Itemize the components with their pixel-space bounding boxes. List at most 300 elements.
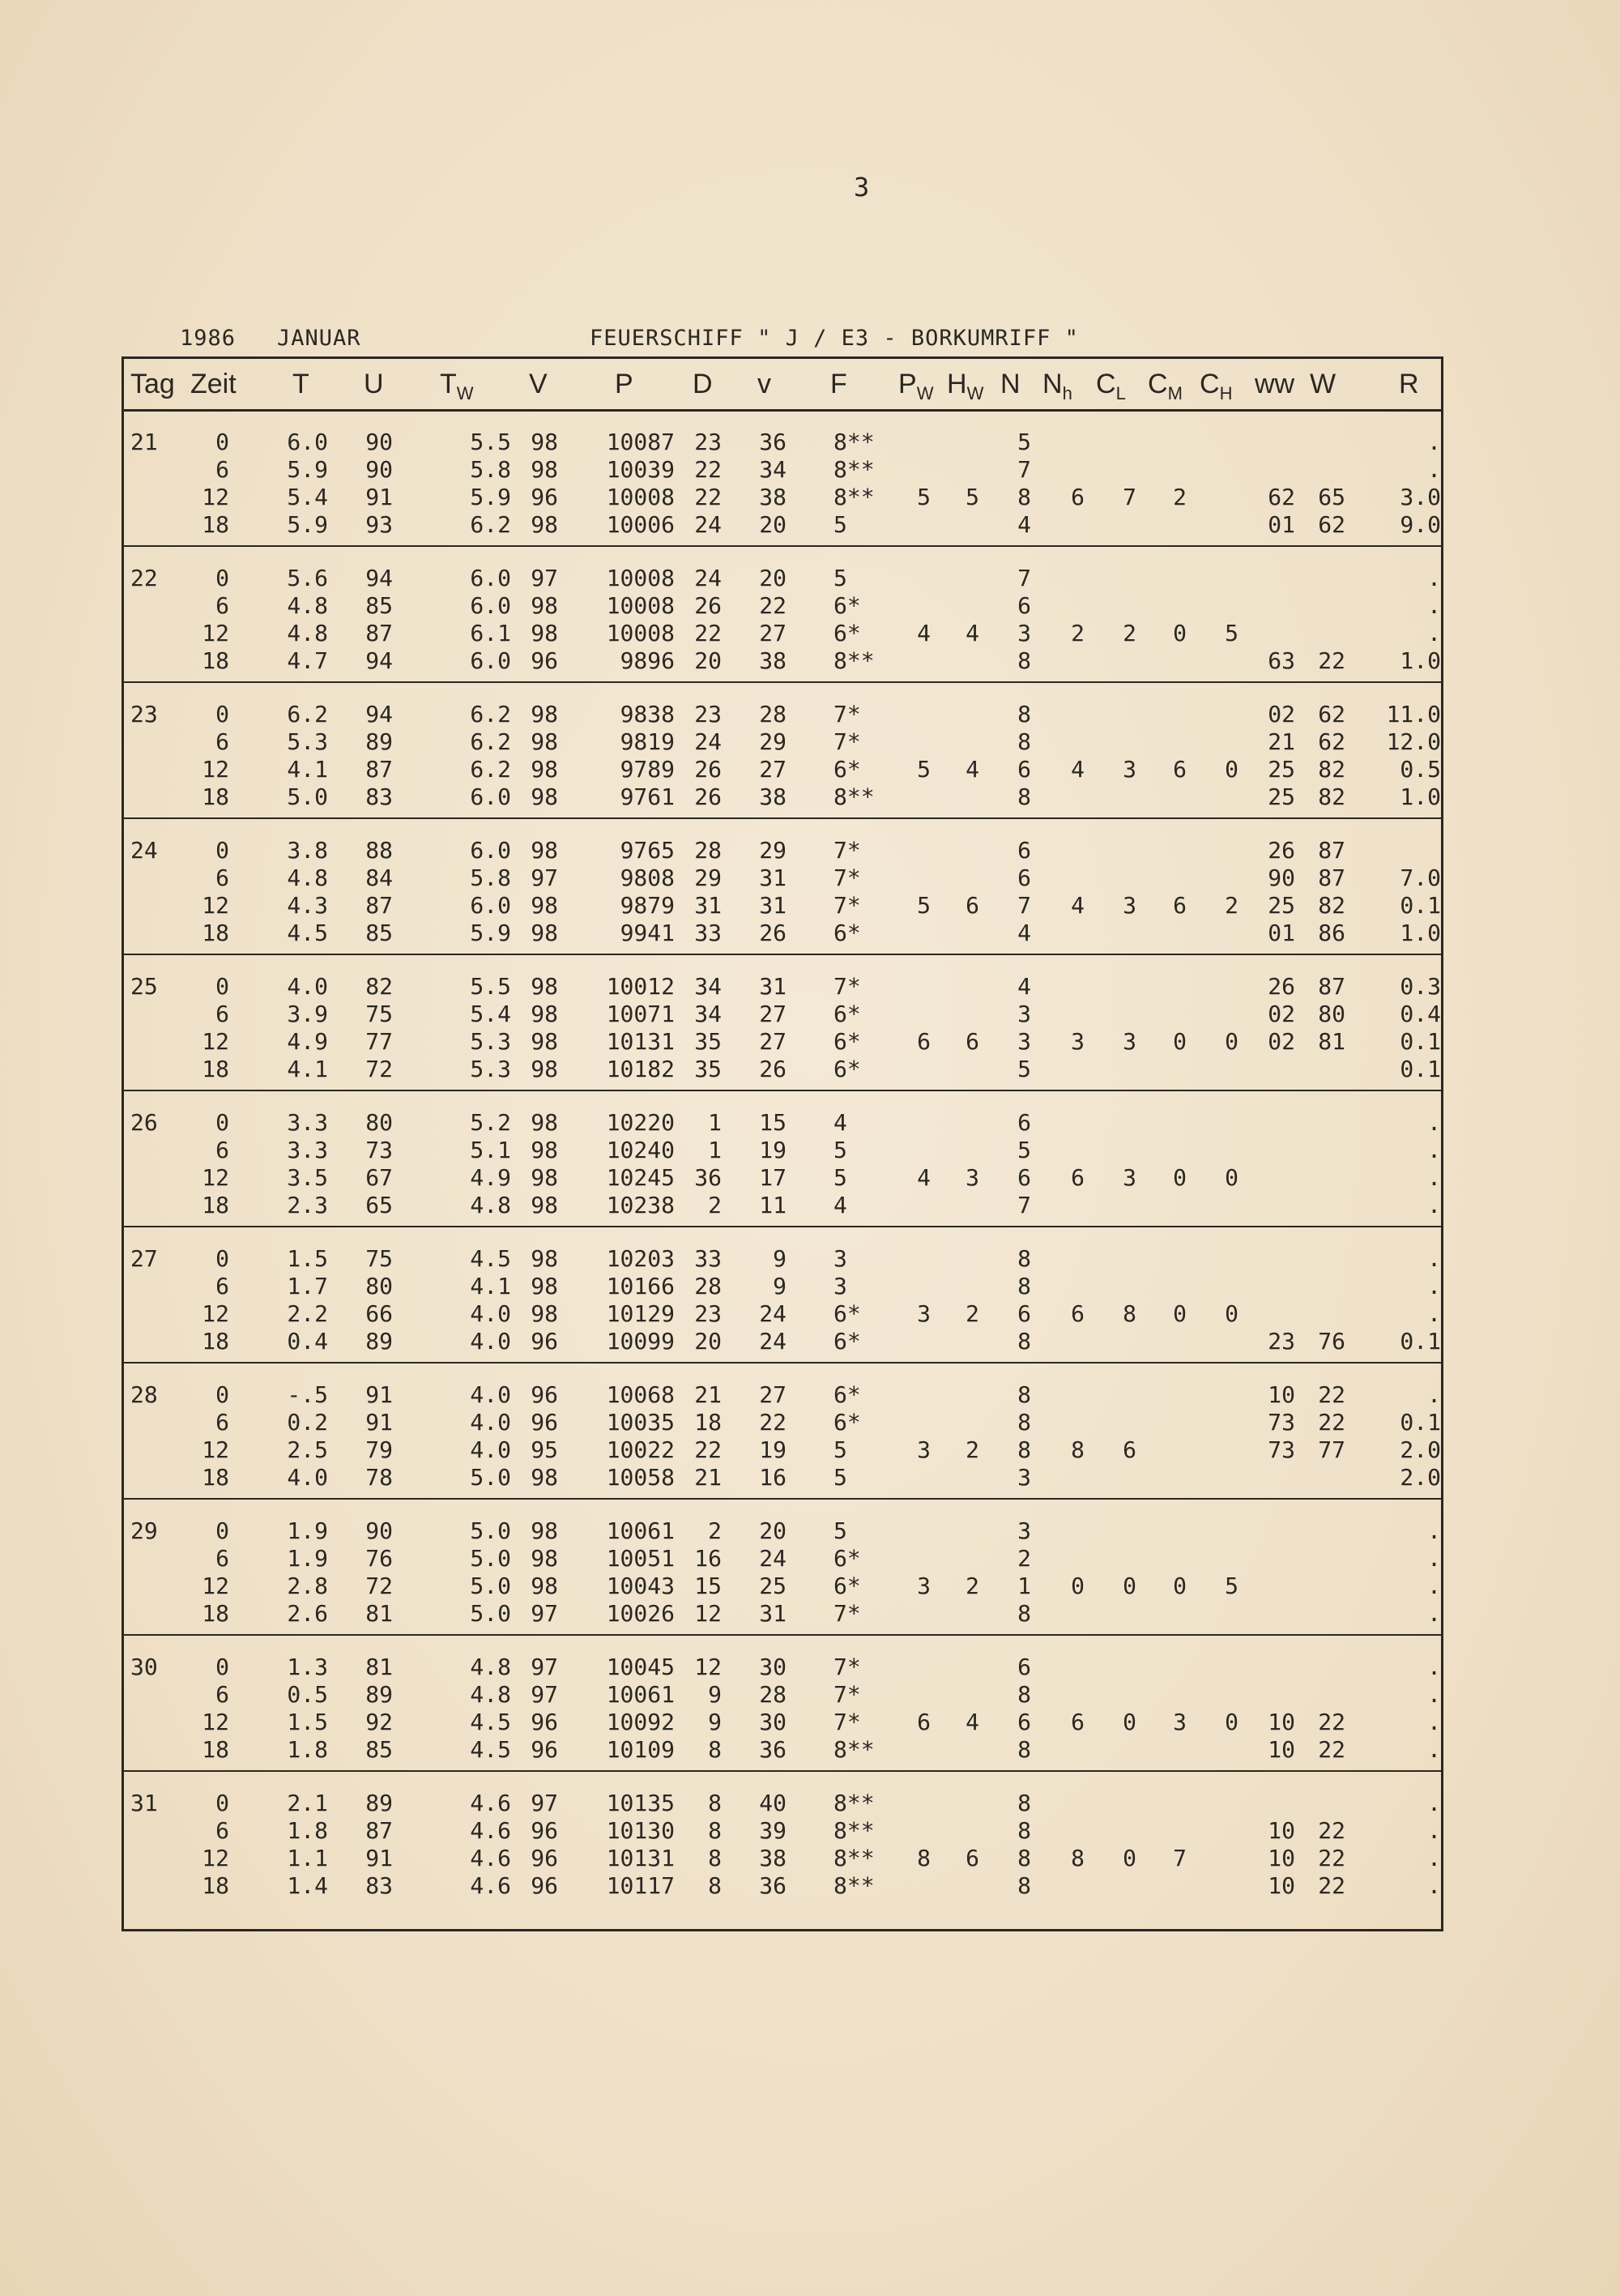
- cell-f: 8**: [833, 1845, 875, 1871]
- cell-n: 3: [1017, 1517, 1031, 1544]
- cell-p: 10008: [606, 620, 675, 647]
- cell-v: 96: [531, 1381, 558, 1408]
- cell-n: 4: [1017, 973, 1031, 1000]
- cell-u: 83: [365, 783, 393, 810]
- cell-v: 98: [531, 1573, 558, 1599]
- cell-ww: 10: [1268, 1845, 1295, 1871]
- cell-zeit: 18: [202, 647, 229, 674]
- cell-f: 6*: [833, 920, 861, 946]
- cell-cl: 0: [1123, 1845, 1136, 1871]
- cell-t: 2.8: [287, 1573, 328, 1599]
- cell-zeit: 12: [202, 756, 229, 783]
- cell-w: 22: [1318, 1381, 1345, 1408]
- cell-tw: 4.8: [470, 1681, 511, 1708]
- day-number: 28: [130, 1381, 158, 1408]
- cell-v: 98: [531, 1545, 558, 1572]
- cell-hw: 5: [966, 484, 979, 510]
- cell-v: 96: [531, 1845, 558, 1871]
- cell-n: 8: [1017, 1736, 1031, 1763]
- cell-p: 10130: [606, 1817, 675, 1844]
- cell-cm: 6: [1173, 892, 1187, 919]
- cell-f: 7*: [833, 864, 861, 891]
- cell-t: 1.5: [287, 1245, 328, 1272]
- cell-v: 98: [531, 511, 558, 538]
- cell-v: 28: [759, 1681, 787, 1708]
- cell-t: 4.0: [287, 1464, 328, 1491]
- cell-tw: 4.6: [470, 1872, 511, 1899]
- cell-w: 22: [1318, 1736, 1345, 1763]
- cell-v: 36: [759, 1872, 787, 1899]
- page-number: 3: [854, 172, 870, 203]
- col-ch: $C_H$: [1200, 369, 1233, 403]
- header-station: FEUERSCHIFF " J / E3 - BORKUMRIFF ": [590, 326, 1079, 351]
- cell-p: 10035: [606, 1409, 675, 1436]
- cell-f: 8**: [833, 783, 875, 810]
- cell-p: 10008: [606, 565, 675, 591]
- cell-v: 96: [531, 484, 558, 510]
- cell-n: 6: [1017, 1164, 1031, 1191]
- cell-r: .: [1427, 1300, 1441, 1327]
- cell-v: 98: [531, 1245, 558, 1272]
- cell-p: 9808: [620, 864, 675, 891]
- cell-d: 33: [694, 920, 722, 946]
- cell-t: 2.5: [287, 1436, 328, 1463]
- cell-d: 33: [694, 1245, 722, 1272]
- cell-tw: 6.2: [470, 701, 511, 728]
- cell-v: 96: [531, 1409, 558, 1436]
- cell-t: 5.4: [287, 484, 328, 510]
- cell-p: 10129: [606, 1300, 675, 1327]
- cell-n: 6: [1017, 1654, 1031, 1680]
- cell-v: 17: [759, 1164, 787, 1191]
- cell-d: 34: [694, 973, 722, 1000]
- cell-ww: 73: [1268, 1409, 1295, 1436]
- col-t: T: [292, 369, 309, 399]
- cell-ww: 02: [1268, 1028, 1295, 1055]
- cell-nh: 6: [1071, 1709, 1085, 1735]
- cell-v: 27: [759, 756, 787, 783]
- cell-p: 10203: [606, 1245, 675, 1272]
- cell-t: 0.5: [287, 1681, 328, 1708]
- cell-v: 24: [759, 1300, 787, 1327]
- cell-tw: 5.0: [470, 1573, 511, 1599]
- cell-cl: 6: [1123, 1436, 1136, 1463]
- col-hw: $H_W$: [947, 369, 984, 403]
- cell-t: 3.3: [287, 1109, 328, 1136]
- cell-zeit: 0: [215, 1517, 229, 1544]
- cell-ww: 73: [1268, 1436, 1295, 1463]
- cell-v: 39: [759, 1817, 787, 1844]
- cell-d: 35: [694, 1028, 722, 1055]
- cell-r: .: [1427, 1192, 1441, 1218]
- cell-v: 98: [531, 1137, 558, 1163]
- cell-tw: 4.9: [470, 1164, 511, 1191]
- cell-d: 26: [694, 783, 722, 810]
- cell-p: 10087: [606, 429, 675, 455]
- cell-r: 0.4: [1400, 1001, 1441, 1027]
- cell-p: 10061: [606, 1517, 675, 1544]
- cell-zeit: 0: [215, 701, 229, 728]
- cell-tw: 6.2: [470, 511, 511, 538]
- col-tw-sub: W: [456, 382, 474, 403]
- col-cm: $C_M$: [1148, 369, 1183, 403]
- cell-v: 97: [531, 565, 558, 591]
- cell-cl: 3: [1123, 1028, 1136, 1055]
- cell-r: .: [1427, 1600, 1441, 1627]
- cell-u: 89: [365, 1790, 393, 1816]
- cell-u: 94: [365, 701, 393, 728]
- col-n: N: [1000, 369, 1021, 399]
- cell-d: 21: [694, 1464, 722, 1491]
- cell-tw: 6.2: [470, 728, 511, 755]
- cell-p: 10051: [606, 1545, 675, 1572]
- cell-v: 26: [759, 920, 787, 946]
- cell-tw: 5.8: [470, 864, 511, 891]
- cell-w: 81: [1318, 1028, 1345, 1055]
- cell-cm: 6: [1173, 756, 1187, 783]
- cell-v: 98: [531, 756, 558, 783]
- cell-pw: 4: [917, 620, 931, 647]
- cell-d: 9: [708, 1709, 722, 1735]
- cell-tw: 4.1: [470, 1273, 511, 1300]
- data-table: [122, 356, 1443, 1931]
- cell-t: 5.3: [287, 728, 328, 755]
- cell-n: 4: [1017, 920, 1031, 946]
- cell-u: 72: [365, 1056, 393, 1082]
- col-d: D: [693, 369, 713, 399]
- cell-tw: 6.0: [470, 892, 511, 919]
- day-group: [124, 681, 1441, 819]
- cell-nh: 8: [1071, 1436, 1085, 1463]
- cell-zeit: 18: [202, 783, 229, 810]
- cell-r: 0.1: [1400, 1328, 1441, 1355]
- cell-v: 96: [531, 1817, 558, 1844]
- cell-r: .: [1427, 456, 1441, 483]
- cell-v: 98: [531, 592, 558, 619]
- day-group: [124, 1090, 1441, 1227]
- cell-tw: 6.0: [470, 783, 511, 810]
- col-v: V: [529, 369, 548, 399]
- cell-r: 0.1: [1400, 1056, 1441, 1082]
- cell-ww: 21: [1268, 728, 1295, 755]
- cell-p: 10135: [606, 1790, 675, 1816]
- col-tw: $T_W$: [440, 369, 474, 403]
- col-nh: $N_h$: [1042, 369, 1072, 403]
- cell-ww: 10: [1268, 1736, 1295, 1763]
- cell-ch: 5: [1225, 620, 1238, 647]
- cell-p: 10061: [606, 1681, 675, 1708]
- cell-zeit: 0: [215, 837, 229, 864]
- cell-zeit: 12: [202, 620, 229, 647]
- column-header-row: [124, 359, 1441, 412]
- cell-d: 12: [694, 1600, 722, 1627]
- col-cl: $C_L$: [1096, 369, 1126, 403]
- cell-p: 10220: [606, 1109, 675, 1136]
- cell-v: 98: [531, 1028, 558, 1055]
- cell-hw: 2: [966, 1300, 979, 1327]
- cell-v: 30: [759, 1709, 787, 1735]
- cell-pw: 5: [917, 892, 931, 919]
- cell-v: 20: [759, 511, 787, 538]
- col-nh-sub: h: [1062, 382, 1072, 403]
- cell-ww: 10: [1268, 1817, 1295, 1844]
- cell-w: 82: [1318, 892, 1345, 919]
- cell-ww: 10: [1268, 1872, 1295, 1899]
- cell-zeit: 18: [202, 1464, 229, 1491]
- cell-v: 31: [759, 864, 787, 891]
- cell-t: 4.1: [287, 1056, 328, 1082]
- cell-zeit: 12: [202, 1300, 229, 1327]
- cell-u: 92: [365, 1709, 393, 1735]
- day-number: 25: [130, 973, 158, 1000]
- cell-n: 8: [1017, 1328, 1031, 1355]
- cell-v: 98: [531, 429, 558, 455]
- cell-f: 5: [833, 1164, 847, 1191]
- cell-cl: 2: [1123, 620, 1136, 647]
- cell-v: 30: [759, 1654, 787, 1680]
- cell-zeit: 6: [215, 1273, 229, 1300]
- cell-t: 4.9: [287, 1028, 328, 1055]
- cell-zeit: 0: [215, 429, 229, 455]
- cell-n: 8: [1017, 1381, 1031, 1408]
- cell-f: 8**: [833, 429, 875, 455]
- cell-w: 76: [1318, 1328, 1345, 1355]
- cell-zeit: 12: [202, 1028, 229, 1055]
- col-r: R: [1399, 369, 1419, 399]
- cell-v: 96: [531, 647, 558, 674]
- cell-v: 98: [531, 892, 558, 919]
- cell-hw: 6: [966, 1028, 979, 1055]
- cell-w: 86: [1318, 920, 1345, 946]
- cell-t: 1.1: [287, 1845, 328, 1871]
- cell-pw: 6: [917, 1709, 931, 1735]
- cell-v: 98: [531, 1273, 558, 1300]
- cell-n: 6: [1017, 756, 1031, 783]
- cell-tw: 5.0: [470, 1545, 511, 1572]
- cell-p: 10039: [606, 456, 675, 483]
- cell-zeit: 0: [215, 1654, 229, 1680]
- cell-ww: 25: [1268, 892, 1295, 919]
- cell-p: 10006: [606, 511, 675, 538]
- cell-u: 66: [365, 1300, 393, 1327]
- cell-zeit: 18: [202, 1056, 229, 1082]
- cell-v: 20: [759, 1517, 787, 1544]
- cell-d: 22: [694, 1436, 722, 1463]
- cell-r: 0.5: [1400, 756, 1441, 783]
- cell-f: 4: [833, 1109, 847, 1136]
- cell-f: 7*: [833, 728, 861, 755]
- cell-f: 8**: [833, 1872, 875, 1899]
- cell-r: .: [1427, 1164, 1441, 1191]
- cell-n: 8: [1017, 1845, 1031, 1871]
- cell-u: 93: [365, 511, 393, 538]
- cell-tw: 5.5: [470, 973, 511, 1000]
- cell-u: 79: [365, 1436, 393, 1463]
- col-pw: $P_W$: [898, 369, 934, 403]
- cell-v: 98: [531, 920, 558, 946]
- cell-zeit: 6: [215, 1545, 229, 1572]
- cell-v: 97: [531, 1600, 558, 1627]
- day-group: [124, 1226, 1441, 1364]
- cell-p: 10012: [606, 973, 675, 1000]
- cell-zeit: 0: [215, 565, 229, 591]
- cell-t: 5.9: [287, 456, 328, 483]
- col-pw-sub: W: [916, 382, 934, 403]
- cell-v: 27: [759, 620, 787, 647]
- cell-nh: 4: [1071, 756, 1085, 783]
- cell-f: 6*: [833, 1001, 861, 1027]
- cell-u: 89: [365, 1681, 393, 1708]
- cell-v: 40: [759, 1790, 787, 1816]
- cell-r: 7.0: [1400, 864, 1441, 891]
- cell-ww: 25: [1268, 756, 1295, 783]
- cell-v: 27: [759, 1001, 787, 1027]
- cell-u: 89: [365, 1328, 393, 1355]
- cell-u: 87: [365, 756, 393, 783]
- cell-tw: 4.0: [470, 1409, 511, 1436]
- cell-t: 5.6: [287, 565, 328, 591]
- cell-d: 24: [694, 728, 722, 755]
- cell-d: 26: [694, 592, 722, 619]
- cell-d: 26: [694, 756, 722, 783]
- cell-r: .: [1427, 565, 1441, 591]
- col-cl-sub: L: [1115, 382, 1126, 403]
- cell-f: 7*: [833, 837, 861, 864]
- cell-v: 24: [759, 1328, 787, 1355]
- cell-v: 38: [759, 1845, 787, 1871]
- cell-r: .: [1427, 1545, 1441, 1572]
- cell-p: 10099: [606, 1328, 675, 1355]
- cell-p: 10166: [606, 1273, 675, 1300]
- cell-t: 4.3: [287, 892, 328, 919]
- cell-r: 1.0: [1400, 783, 1441, 810]
- cell-w: 22: [1318, 647, 1345, 674]
- col-u: U: [364, 369, 384, 399]
- cell-d: 20: [694, 1328, 722, 1355]
- cell-v: 36: [759, 1736, 787, 1763]
- cell-cm: 0: [1173, 1573, 1187, 1599]
- cell-pw: 8: [917, 1845, 931, 1871]
- cell-nh: 4: [1071, 892, 1085, 919]
- cell-u: 85: [365, 1736, 393, 1763]
- cell-p: 9941: [620, 920, 675, 946]
- cell-v: 38: [759, 783, 787, 810]
- cell-r: .: [1427, 1109, 1441, 1136]
- cell-zeit: 6: [215, 1001, 229, 1027]
- cell-n: 7: [1017, 892, 1031, 919]
- cell-p: 10022: [606, 1436, 675, 1463]
- cell-tw: 5.8: [470, 456, 511, 483]
- cell-cm: 0: [1173, 620, 1187, 647]
- day-group: [124, 1498, 1441, 1636]
- cell-tw: 4.6: [470, 1817, 511, 1844]
- cell-f: 3: [833, 1273, 847, 1300]
- cell-p: 10008: [606, 592, 675, 619]
- cell-t: 1.4: [287, 1872, 328, 1899]
- cell-d: 8: [708, 1817, 722, 1844]
- cell-u: 87: [365, 1817, 393, 1844]
- cell-zeit: 18: [202, 511, 229, 538]
- cell-zeit: 6: [215, 1681, 229, 1708]
- cell-cm: 2: [1173, 484, 1187, 510]
- cell-r: .: [1427, 1845, 1441, 1871]
- cell-u: 85: [365, 592, 393, 619]
- cell-p: 9896: [620, 647, 675, 674]
- cell-f: 7*: [833, 701, 861, 728]
- cell-v: 96: [531, 1872, 558, 1899]
- cell-n: 5: [1017, 1137, 1031, 1163]
- cell-tw: 5.0: [470, 1600, 511, 1627]
- cell-u: 78: [365, 1464, 393, 1491]
- cell-n: 8: [1017, 701, 1031, 728]
- cell-t: 4.5: [287, 920, 328, 946]
- cell-ch: 2: [1225, 892, 1238, 919]
- cell-zeit: 6: [215, 728, 229, 755]
- cell-u: 84: [365, 864, 393, 891]
- cell-u: 91: [365, 1845, 393, 1871]
- cell-r: .: [1427, 1681, 1441, 1708]
- cell-n: 3: [1017, 1001, 1031, 1027]
- cell-u: 90: [365, 456, 393, 483]
- cell-w: 82: [1318, 756, 1345, 783]
- cell-tw: 4.8: [470, 1192, 511, 1218]
- cell-n: 6: [1017, 1709, 1031, 1735]
- cell-zeit: 0: [215, 1790, 229, 1816]
- cell-f: 7*: [833, 1681, 861, 1708]
- cell-u: 91: [365, 1381, 393, 1408]
- cell-d: 22: [694, 620, 722, 647]
- cell-n: 4: [1017, 511, 1031, 538]
- cell-p: 10068: [606, 1381, 675, 1408]
- day-number: 31: [130, 1790, 158, 1816]
- cell-w: 77: [1318, 1436, 1345, 1463]
- day-group: [124, 1770, 1441, 1906]
- cell-f: 8**: [833, 1736, 875, 1763]
- cell-w: 80: [1318, 1001, 1345, 1027]
- cell-p: 10240: [606, 1137, 675, 1163]
- cell-v: 98: [531, 620, 558, 647]
- cell-p: 10043: [606, 1573, 675, 1599]
- cell-f: 5: [833, 511, 847, 538]
- cell-n: 6: [1017, 592, 1031, 619]
- cell-f: 8**: [833, 1817, 875, 1844]
- cell-p: 10131: [606, 1845, 675, 1871]
- cell-w: 22: [1318, 1845, 1345, 1871]
- cell-r: .: [1427, 1273, 1441, 1300]
- cell-t: 3.8: [287, 837, 328, 864]
- cell-zeit: 18: [202, 920, 229, 946]
- cell-f: 6*: [833, 620, 861, 647]
- cell-d: 20: [694, 647, 722, 674]
- cell-r: .: [1427, 1790, 1441, 1816]
- day-group: [124, 1362, 1441, 1500]
- cell-w: 62: [1318, 701, 1345, 728]
- cell-v: 97: [531, 864, 558, 891]
- cell-f: 7*: [833, 973, 861, 1000]
- cell-f: 6*: [833, 1056, 861, 1082]
- cell-zeit: 18: [202, 1328, 229, 1355]
- cell-n: 8: [1017, 1790, 1031, 1816]
- cell-v: 34: [759, 456, 787, 483]
- cell-r: .: [1427, 429, 1441, 455]
- cell-tw: 4.0: [470, 1381, 511, 1408]
- cell-r: 0.1: [1400, 1409, 1441, 1436]
- cell-zeit: 6: [215, 592, 229, 619]
- cell-tw: 4.6: [470, 1845, 511, 1871]
- cell-ww: 26: [1268, 837, 1295, 864]
- cell-w: 62: [1318, 728, 1345, 755]
- cell-v: 9: [773, 1273, 787, 1300]
